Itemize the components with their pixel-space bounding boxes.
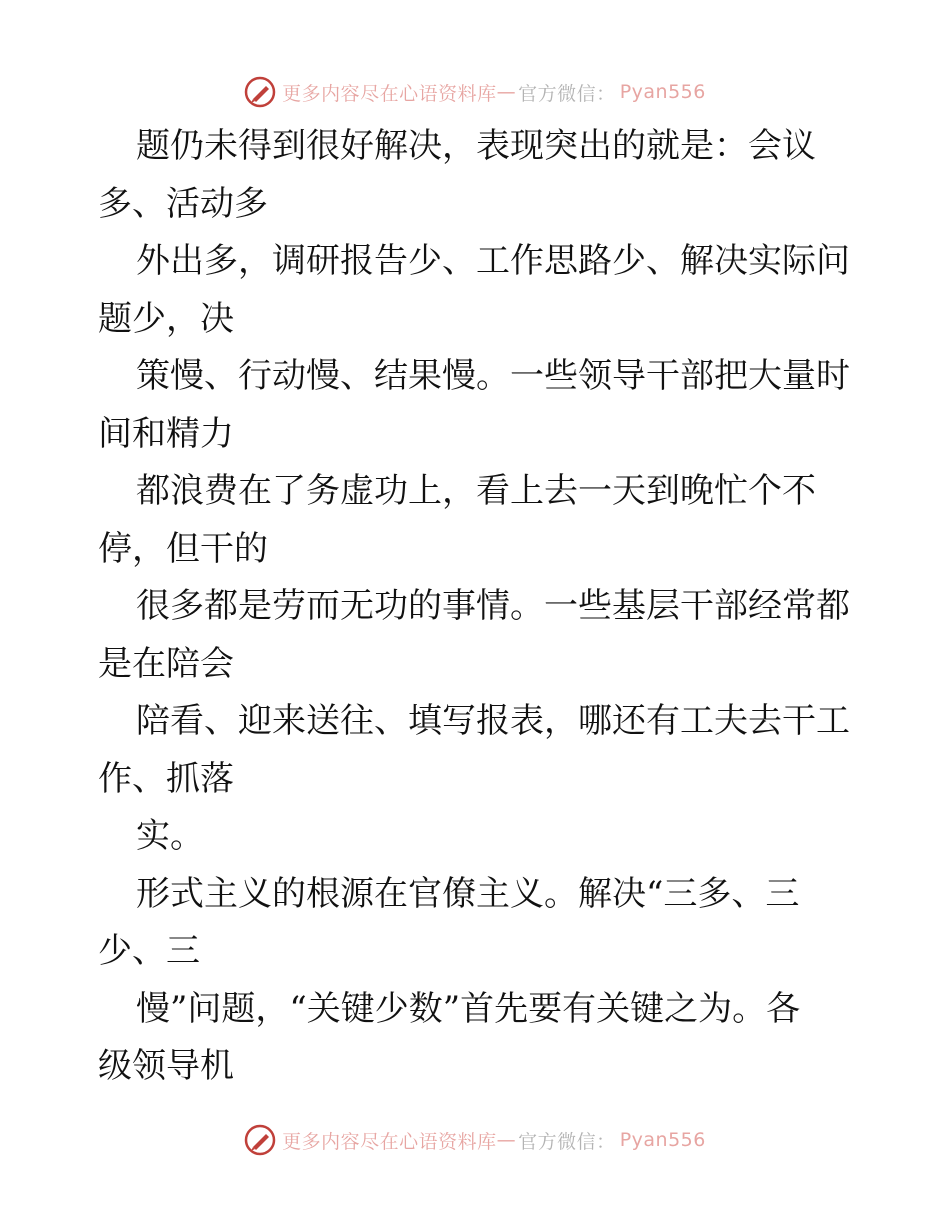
text-line: 多、活动多 [98, 183, 268, 224]
pen-logo-icon [244, 1124, 276, 1156]
text-line: 是在陪会 [98, 643, 234, 684]
text-line: 级领导机 [98, 1046, 234, 1086]
text-line: 题仍未得到很好解决，表现突出的就是：会议 [136, 126, 816, 166]
header-banner-text: 更多内容尽在心语资料库 [282, 82, 497, 105]
document-body [98, 118, 858, 1096]
header-watermark-banner [0, 72, 950, 112]
footer-banner-dash: — [496, 1129, 517, 1151]
footer-wechat-label: 官方微信： [518, 1130, 616, 1153]
footer-banner-text: 更多内容尽在心语资料库 [282, 1130, 497, 1153]
text-line: 策慢、行动慢、结果慢。一些领导干部把大量时 [136, 356, 850, 396]
text-line: 少、三 [98, 931, 200, 971]
text-line: 慢”问题，“关键少数”首先要有关键之为。各 [136, 988, 801, 1029]
text-line: 间和精力 [98, 413, 234, 454]
footer-wechat-id: Pyan556 [619, 1129, 706, 1151]
text-line: 形式主义的根源在官僚主义。解决“三多、三 [136, 873, 800, 914]
text-line: 外出多，调研报告少、工作思路少、解决实际问 [136, 241, 850, 281]
text-line: 实。 [136, 816, 204, 856]
text-line: 停，但干的 [98, 528, 268, 569]
text-line: 很多都是劳而无功的事情。一些基层干部经常都 [136, 586, 850, 626]
text-line: 陪看、迎来送往、填写报表，哪还有工夫去干工 [136, 701, 850, 741]
text-line: 都浪费在了务虚功上，看上去一天到晚忙个不 [136, 471, 816, 511]
footer-watermark-banner [0, 1120, 950, 1160]
header-wechat-label: 官方微信： [518, 82, 616, 105]
pen-logo-icon [244, 76, 276, 108]
header-wechat-id: Pyan556 [619, 81, 706, 103]
text-line: 题少，决 [98, 298, 234, 339]
text-line: 作、抓落 [98, 758, 234, 799]
header-banner-dash: — [496, 81, 517, 103]
